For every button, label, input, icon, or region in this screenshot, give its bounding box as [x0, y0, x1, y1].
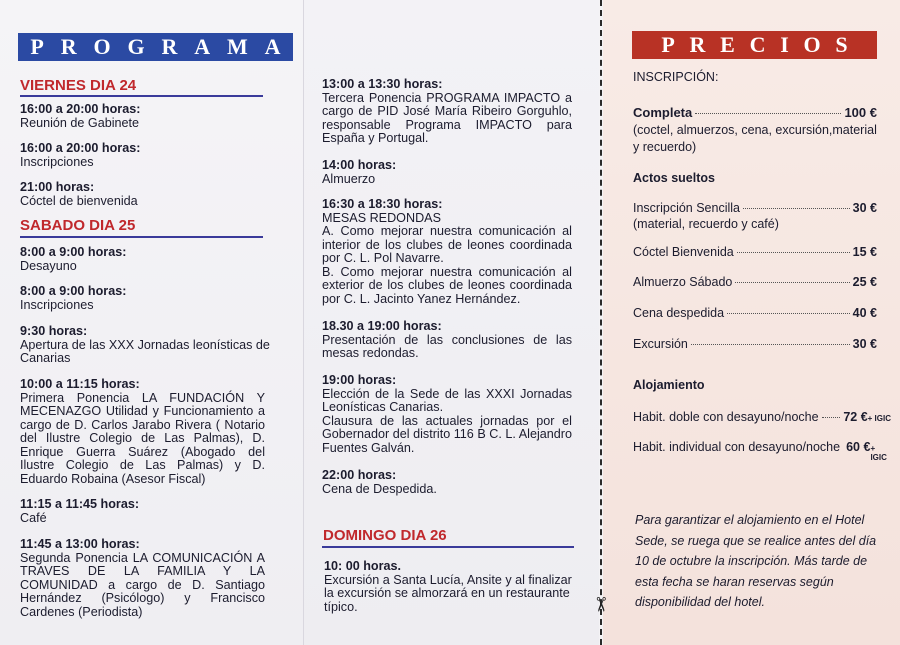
- price-row: Cóctel Bienvenida 15 €: [633, 245, 877, 259]
- schedule-item: 8:00 a 9:00 horas: Inscripciones: [20, 284, 127, 312]
- day-heading-sabado: SABADO DIA 25: [20, 217, 136, 234]
- price-row: Habit. individual con desayuno/noche 60 € + IGIC: [633, 440, 887, 462]
- price-detail: (material, recuerdo y café): [633, 217, 779, 231]
- schedule-item: 22:00 horas: Cena de Despedida.: [322, 468, 437, 496]
- inscripcion-label: INSCRIPCIÓN:: [633, 70, 719, 84]
- hotel-note: Para garantizar el alojamiento en el Hotel Sede, se ruega que se realice antes del día 10 de octubre la inscripción. Más tarde de esta fecha se haran reservas según disponibilidad del hotel.: [635, 513, 877, 609]
- schedule-item: 16:00 a 20:00 horas: Reunión de Gabinete: [20, 102, 141, 130]
- dot-leader: [695, 113, 841, 114]
- price-row: Excursión 30 €: [633, 337, 877, 351]
- dot-leader: [691, 344, 850, 345]
- scissors-icon: ✂: [588, 596, 611, 613]
- schedule-item: 21:00 horas: Cóctel de bienvenida: [20, 180, 138, 208]
- precios-title: P R E C I O S: [632, 31, 877, 59]
- schedule-item: 9:30 horas: Apertura de las XXX Jornadas leonísticas de Canarias: [20, 324, 270, 365]
- dot-leader: [743, 208, 850, 209]
- day-heading-viernes: VIERNES DIA 24: [20, 77, 137, 94]
- dot-leader: [822, 417, 841, 418]
- price-row: Almuerzo Sábado 25 €: [633, 275, 877, 289]
- heading-underline: [20, 95, 263, 97]
- price-row-completa: Completa 100 €: [633, 105, 877, 120]
- heading-underline: [322, 546, 574, 548]
- schedule-item: 10:00 a 11:15 horas: Primera Ponencia LA FUNDACIÓN Y MECENAZGO Utilidad y Funcionamiento a cargo de D. Carlos Jarabo Rivera ( Notario del Ilustre Colegio de Las Palmas), D. Enrique Guerra Suárez (Abogado del Ilustre Colegio de Las Palmas) y D. Eduardo Robaina (Asesor Fiscal): [20, 377, 265, 486]
- price-row: Inscripción Sencilla 30 €: [633, 201, 877, 215]
- schedule-item: 13:00 a 13:30 horas: Tercera Ponencia PROGRAMA IMPACTO a cargo de PID José María Ribeiro Gorguhlo, responsable Programa IMPACTO para España y Portugal.: [322, 77, 572, 145]
- cut-line: [600, 0, 602, 645]
- dot-leader: [737, 252, 850, 253]
- fold-line: [303, 0, 304, 645]
- schedule-item: 18.30 a 19:00 horas: Presentación de las conclusiones de las mesas redondas.: [322, 319, 572, 360]
- schedule-item: 14:00 horas: Almuerzo: [322, 158, 397, 186]
- price-row: Habit. doble con desayuno/noche 72 € + IGIC: [633, 410, 891, 424]
- schedule-item: 11:15 a 11:45 horas: Café: [20, 497, 140, 525]
- schedule-item: 8:00 a 9:00 horas: Desayuno: [20, 245, 127, 273]
- completa-detail: (coctel, almuerzos, cena, excursión,material y recuerdo): [633, 123, 877, 154]
- heading-underline: [20, 236, 263, 238]
- schedule-item: 16:30 a 18:30 horas: MESAS REDONDAS A. Como mejorar nuestra comunicación al interior de los clubes de leones coordinada por C. L. Pol Navarre. B. Como mejorar nuestra comunicación al exterior de los clubes de leones coordinada por C. L. Jacinto Yanez Hernández.: [322, 197, 572, 306]
- day-heading-domingo: DOMINGO DIA 26: [323, 527, 447, 544]
- alojamiento-label: Alojamiento: [633, 378, 705, 392]
- schedule-item: 16:00 a 20:00 horas: Inscripciones: [20, 141, 141, 169]
- dot-leader: [727, 313, 850, 314]
- programa-title: P R O G R A M A: [18, 33, 293, 61]
- dot-leader: [735, 282, 849, 283]
- schedule-item: 19:00 horas: Elección de la Sede de las XXXI Jornadas Leonísticas Canarias. Clausura de las actuales jornadas por el Gobernador del distrito 116 B C. L. Alejandro Fuentes Galván.: [322, 373, 572, 455]
- schedule-item: 11:45 a 13:00 horas: Segunda Ponencia LA COMUNICACIÓN A TRAVES DE LA FAMILIA Y LA COMUNIDAD a cargo de D. Santiago Hernández (Psicólogo) y Francisco Cardenes (Periodista): [20, 537, 265, 619]
- price-row: Cena despedida 40 €: [633, 306, 877, 320]
- actos-sueltos-label: Actos sueltos: [633, 171, 715, 185]
- schedule-item: 10: 00 horas. Excursión a Santa Lucía, Ansite y al finalizar la excursión se almorzará en un restaurante típico.: [324, 559, 572, 614]
